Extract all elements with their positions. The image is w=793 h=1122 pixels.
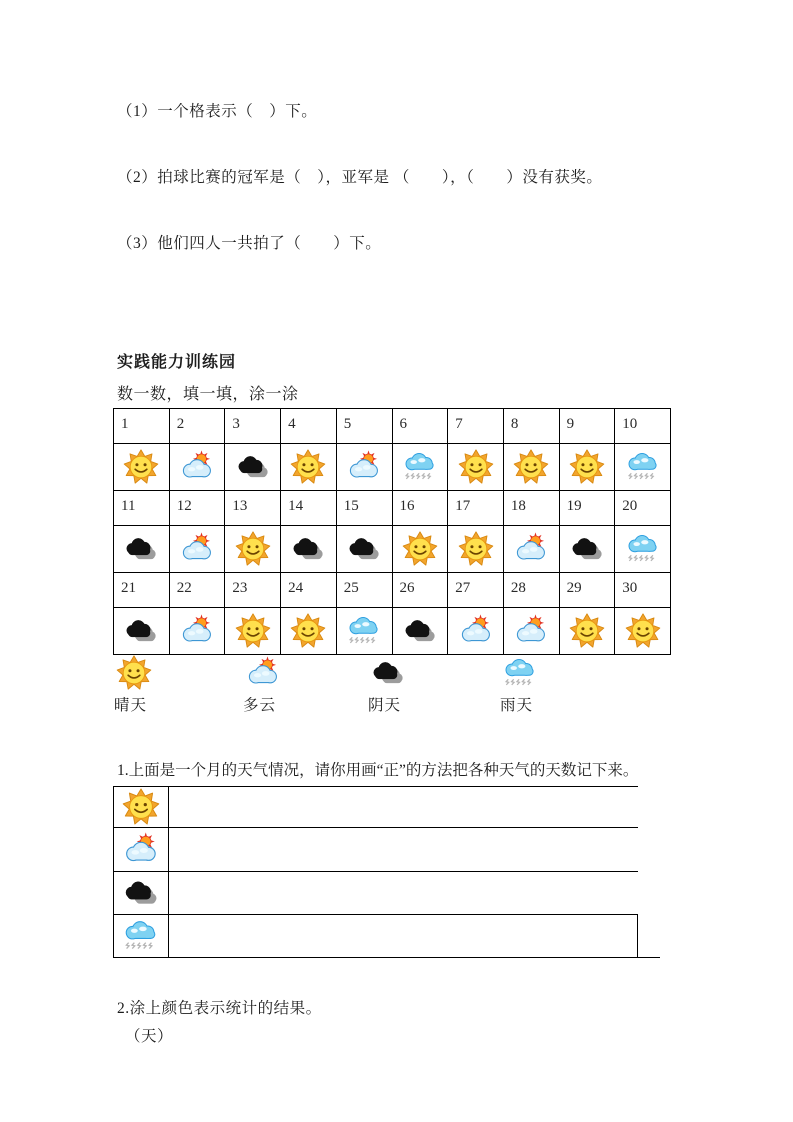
tally-row-cloudy bbox=[114, 828, 638, 872]
sunny-icon bbox=[569, 613, 605, 649]
calendar-day-number: 4 bbox=[281, 409, 337, 444]
calendar-day-number: 17 bbox=[448, 491, 504, 526]
tally-icon-cell bbox=[114, 787, 169, 827]
legend-item-rainy bbox=[500, 655, 538, 715]
calendar-day-number: 16 bbox=[393, 491, 449, 526]
cloudy-icon bbox=[245, 655, 281, 691]
calendar-weather-cell bbox=[393, 608, 449, 655]
section-subtitle: 数一数，填一填，涂一涂 bbox=[117, 386, 299, 403]
sunny-icon bbox=[235, 613, 271, 649]
cloudy-icon bbox=[122, 831, 160, 869]
sunny-icon bbox=[122, 788, 160, 826]
tally-table bbox=[113, 786, 660, 958]
calendar-day-number: 9 bbox=[560, 409, 616, 444]
rainy-icon bbox=[625, 531, 661, 567]
sunny-icon bbox=[458, 531, 494, 567]
calendar-weather-cell bbox=[448, 608, 504, 655]
cloudy-icon bbox=[458, 613, 494, 649]
tally-blank-cell bbox=[169, 787, 638, 827]
section-title: 实践能力训练园 bbox=[117, 354, 237, 371]
cloudy-icon bbox=[179, 449, 215, 485]
calendar-day-number: 6 bbox=[393, 409, 449, 444]
tally-icon-cell bbox=[114, 828, 169, 871]
calendar-day-number: 20 bbox=[615, 491, 671, 526]
calendar-weather-cell bbox=[504, 608, 560, 655]
calendar-weather-cell bbox=[448, 526, 504, 573]
calendar-day-number: 7 bbox=[448, 409, 504, 444]
calendar-weather-cell bbox=[560, 444, 616, 491]
calendar-weather-cell bbox=[170, 608, 226, 655]
calendar-weather-cell bbox=[281, 608, 337, 655]
legend-item-overcast bbox=[368, 655, 406, 715]
rainy-icon bbox=[502, 655, 538, 691]
calendar-weather-cell bbox=[504, 526, 560, 573]
calendar-weather-cell bbox=[393, 526, 449, 573]
weather-legend bbox=[0, 655, 793, 720]
sunny-icon bbox=[116, 655, 152, 691]
tally-icon-cell bbox=[114, 872, 169, 914]
tally-row-sunny bbox=[114, 786, 638, 828]
calendar-weather-cell bbox=[615, 526, 671, 573]
calendar-day-number: 25 bbox=[337, 573, 393, 608]
overcast-icon bbox=[123, 613, 159, 649]
sunny-icon bbox=[290, 449, 326, 485]
sunny-icon bbox=[402, 531, 438, 567]
tally-blank-cell bbox=[169, 828, 638, 871]
calendar-weather-cell bbox=[225, 608, 281, 655]
calendar-day-number: 21 bbox=[114, 573, 170, 608]
calendar-day-number: 14 bbox=[281, 491, 337, 526]
calendar-day-number: 3 bbox=[225, 409, 281, 444]
overcast-icon bbox=[123, 531, 159, 567]
calendar-weather-cell bbox=[225, 526, 281, 573]
legend-item-cloudy bbox=[243, 655, 281, 715]
calendar-weather-cell bbox=[170, 444, 226, 491]
calendar-weather-cell bbox=[393, 444, 449, 491]
calendar-weather-cell bbox=[560, 608, 616, 655]
tally-blank-cell bbox=[169, 915, 660, 957]
calendar-weather-cell bbox=[170, 526, 226, 573]
tally-row-rainy bbox=[114, 915, 660, 958]
tally-blank-cell bbox=[169, 872, 638, 914]
calendar-day-number: 8 bbox=[504, 409, 560, 444]
calendar-weather-cell bbox=[114, 444, 170, 491]
calendar-day-number: 18 bbox=[504, 491, 560, 526]
calendar-day-number: 29 bbox=[560, 573, 616, 608]
task-2-text: 2.涂上颜色表示统计的结果。 bbox=[117, 1000, 322, 1017]
cloudy-icon bbox=[513, 613, 549, 649]
calendar-weather-cell bbox=[337, 608, 393, 655]
question-3: （3）他们四人一共拍了（ ）下。 bbox=[117, 235, 382, 252]
calendar-day-number: 28 bbox=[504, 573, 560, 608]
calendar-weather-cell bbox=[337, 526, 393, 573]
cloudy-icon bbox=[346, 449, 382, 485]
calendar-day-number: 19 bbox=[560, 491, 616, 526]
calendar-weather-cell bbox=[448, 444, 504, 491]
task-1-text: 1.上面是一个月的天气情况，请你用画“正”的方法把各种天气的天数记下来。 bbox=[117, 762, 639, 779]
calendar-weather-cell bbox=[281, 526, 337, 573]
calendar-weather-cell bbox=[615, 444, 671, 491]
calendar-weather-cell bbox=[337, 444, 393, 491]
calendar-weather-cell bbox=[504, 444, 560, 491]
calendar-day-number: 27 bbox=[448, 573, 504, 608]
calendar-day-number: 24 bbox=[281, 573, 337, 608]
overcast-icon bbox=[235, 449, 271, 485]
overcast-icon bbox=[122, 874, 160, 912]
calendar-weather-cell bbox=[114, 608, 170, 655]
sunny-icon bbox=[513, 449, 549, 485]
calendar-day-number: 10 bbox=[615, 409, 671, 444]
calendar-weather-cell bbox=[225, 444, 281, 491]
question-1: （1）一个格表示（ ）下。 bbox=[117, 103, 318, 120]
question-2: （2）拍球比赛的冠军是（ ），亚军是 （ ），（ ）没有获奖。 bbox=[117, 169, 603, 186]
sunny-icon bbox=[458, 449, 494, 485]
cloudy-icon bbox=[179, 531, 215, 567]
tally-row-overcast bbox=[114, 872, 638, 915]
sunny-icon bbox=[290, 613, 326, 649]
calendar-day-number: 15 bbox=[337, 491, 393, 526]
sunny-icon bbox=[625, 613, 661, 649]
calendar-table bbox=[113, 408, 671, 655]
tally-icon-cell bbox=[114, 915, 169, 957]
legend-label: 阴天 bbox=[368, 697, 402, 714]
calendar-day-number: 11 bbox=[114, 491, 170, 526]
calendar-day-number: 5 bbox=[337, 409, 393, 444]
cloudy-icon bbox=[513, 531, 549, 567]
calendar-weather-cell bbox=[615, 608, 671, 655]
legend-label: 晴天 bbox=[114, 697, 148, 714]
sunny-icon bbox=[569, 449, 605, 485]
rainy-icon bbox=[402, 449, 438, 485]
overcast-icon bbox=[402, 613, 438, 649]
calendar-day-number: 2 bbox=[170, 409, 226, 444]
legend-label: 雨天 bbox=[500, 697, 534, 714]
sunny-icon bbox=[235, 531, 271, 567]
tally-extra-cell bbox=[637, 915, 660, 957]
calendar-day-number: 26 bbox=[393, 573, 449, 608]
calendar-day-number: 13 bbox=[225, 491, 281, 526]
overcast-icon bbox=[346, 531, 382, 567]
calendar-day-number: 23 bbox=[225, 573, 281, 608]
rainy-icon bbox=[122, 917, 160, 955]
calendar-weather-cell bbox=[560, 526, 616, 573]
calendar-day-number: 22 bbox=[170, 573, 226, 608]
unit-label: （天） bbox=[125, 1028, 174, 1045]
cloudy-icon bbox=[179, 613, 215, 649]
calendar-day-number: 1 bbox=[114, 409, 170, 444]
calendar-weather-cell bbox=[281, 444, 337, 491]
sunny-icon bbox=[123, 449, 159, 485]
overcast-icon bbox=[370, 655, 406, 691]
calendar-day-number: 30 bbox=[615, 573, 671, 608]
calendar-day-number: 12 bbox=[170, 491, 226, 526]
rainy-icon bbox=[625, 449, 661, 485]
legend-item-sunny bbox=[114, 655, 152, 715]
calendar-weather-cell bbox=[114, 526, 170, 573]
overcast-icon bbox=[569, 531, 605, 567]
overcast-icon bbox=[290, 531, 326, 567]
legend-label: 多云 bbox=[243, 697, 277, 714]
rainy-icon bbox=[346, 613, 382, 649]
